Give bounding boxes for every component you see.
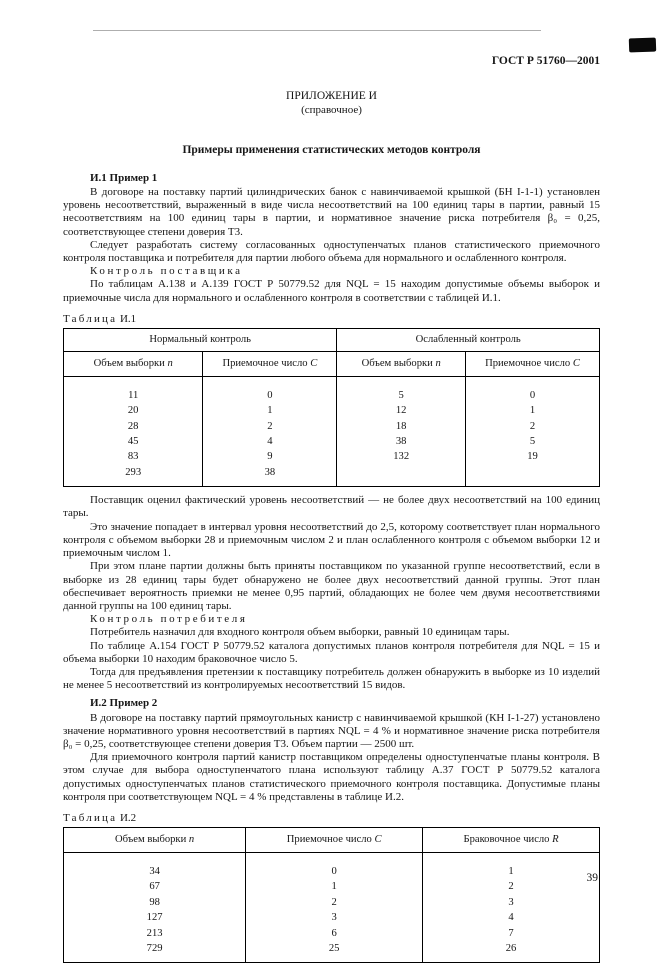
table-cell: 1: [246, 879, 423, 894]
table-row: [64, 879, 600, 894]
spacer: [63, 487, 600, 494]
table-row: [64, 328, 600, 351]
page-number: 39: [586, 872, 598, 884]
table-cell: 0: [203, 376, 337, 403]
table-cell: 5: [465, 434, 599, 449]
table-row: [64, 941, 600, 963]
table-cell: 26: [423, 941, 600, 963]
table-row: [64, 465, 600, 487]
paragraph: Потребитель назначил для входного контроля объем выборки, равный 10 единицам тары.: [90, 626, 510, 639]
table-cell: 9: [203, 449, 337, 464]
table-cell: 132: [337, 449, 466, 464]
paragraph: По таблице А.154 ГОСТ Р 50779.52 каталога допустимых планов контроля потребителя для NQL = 15 и объема выборки 10 находим браковочное число 5.: [63, 639, 600, 665]
table-cell: 127: [64, 910, 246, 925]
table1-label-word: Таблица: [63, 312, 118, 325]
table-cell: 11: [64, 376, 203, 403]
table-cell: 4: [203, 434, 337, 449]
table-col-header: [64, 827, 246, 852]
table-i1: [63, 328, 600, 487]
scan-artifact-line: [93, 30, 541, 31]
table1-label-number: И.1: [119, 312, 137, 325]
col-header-var: n: [167, 358, 173, 370]
paragraph: В договоре на поставку партий прямоугольных канистр с навинчиваемой крышкой (КН I-1-27) установлено значение нормативного уровня несоответствий в партиях NQL = 4 % и нормативное значение риска потребителя β₀ = 0,25, соответствующее степени доверия Т3. Объем партии — 2500 шт.: [63, 711, 600, 750]
table-col-header: [64, 351, 203, 376]
table-cell: 0: [465, 376, 599, 403]
table-cell: 729: [64, 941, 246, 963]
table-row: [64, 895, 600, 910]
table-cell: 2: [465, 419, 599, 434]
table-cell: 20: [64, 403, 203, 418]
table-cell: 0: [246, 852, 423, 879]
table-cell: 2: [423, 879, 600, 894]
col-header-var: R: [552, 834, 559, 846]
table-cell: 5: [337, 376, 466, 403]
table-col-header: [337, 351, 466, 376]
table-cell: 98: [64, 895, 246, 910]
table-cell: 7: [423, 926, 600, 941]
table2-label-number: И.2: [119, 811, 137, 824]
appendix-title: ПРИЛОЖЕНИЕ И: [286, 90, 377, 103]
col-header-var: С: [572, 358, 580, 370]
table-row: [64, 434, 600, 449]
table-cell: 83: [64, 449, 203, 464]
page-title: Примеры применения статистических методов контроля: [182, 143, 481, 156]
table-col-header: [203, 351, 337, 376]
table-row: [64, 827, 600, 852]
col-header-label: Браковочное число: [463, 834, 550, 846]
consumer-control-heading: Контроль потребителя: [90, 613, 248, 626]
col-header-label: Приемочное число: [286, 834, 372, 846]
paragraph: По таблицам А.138 и А.139 ГОСТ Р 50779.52 для NQL = 15 находим допустимые объемы выборок и приемочные числа для нормального и ослабленного контроля в соответствии с таблицей И.1.: [63, 278, 600, 304]
paragraph: Для приемочного контроля партий канистр поставщиком определены одноступенчатые планы контроля. В этом случае для выбора одноступенчатого плана используют таблицу А.37 ГОСТ Р 50779.52 каталога допустимых одноступенчатых планов статистического приемочного контроля поставщика. Допустимые планы контроля при соответствующем NQL = 4 % представлены в таблице И.2.: [63, 751, 600, 803]
table-cell: 1: [203, 403, 337, 418]
col-header-var: n: [435, 358, 441, 370]
table-row: [64, 419, 600, 434]
table-cell: 19: [465, 449, 599, 464]
appendix-subtitle: (справочное): [301, 104, 362, 117]
table2-label: [63, 812, 600, 824]
paragraph: В договоре на поставку партий цилиндрических банок с навинчиваемой крышкой (БН I-1-1) установлен уровень несоответствий, выраженный в виде числа несоответствий на 100 единиц тары в партии, равный 15 несоответствиям на 100 единиц тары в партии, и нормативное значение риска потребителя β₀ = 0,25, соответствующее степени доверия Т3.: [63, 186, 600, 238]
table-cell: 213: [64, 926, 246, 941]
table-row: [64, 351, 600, 376]
table-cell: 28: [64, 419, 203, 434]
table-group-header: Нормальный контроль: [64, 328, 337, 351]
col-header-label: Объем выборки: [115, 834, 187, 846]
table-row: [64, 926, 600, 941]
table-cell: 2: [246, 895, 423, 910]
table-cell: 67: [64, 879, 246, 894]
scan-artifact-mark: [629, 38, 656, 53]
paragraph: При этом плане партии должны быть приняты поставщиком по указанной группе несоответствий, если в выборке из 28 единиц тары будет обнаружено не более двух несоответствий данной группы. Этот план обеспечивает вероятность приемки не менее 0,95 партий, обладающих не более чем двумя несоответствиями данной группы на 100 единиц тары.: [63, 560, 600, 612]
table-row: [64, 403, 600, 418]
table-cell: 2: [203, 419, 337, 434]
table-row: [64, 449, 600, 464]
table-cell: 12: [337, 403, 466, 418]
col-header-var: С: [374, 834, 382, 846]
table-cell: 1: [465, 403, 599, 418]
table1-label: [63, 313, 600, 325]
table-cell: 4: [423, 910, 600, 925]
doc-code: ГОСТ Р 51760—2001: [491, 55, 600, 67]
col-header-var: n: [188, 834, 195, 846]
table-cell: 3: [246, 910, 423, 925]
example1-heading: И.1 Пример 1: [90, 171, 158, 184]
table-cell: 18: [337, 419, 466, 434]
table-cell: [465, 465, 599, 487]
paragraph: Следует разработать систему согласованных одноступенчатых планов статистического приемочного контроля поставщика и потребителя для партии любого объема для нормального и ослабленного контроля.: [63, 238, 600, 265]
table-i2: [63, 827, 600, 963]
paragraph: Это значение попадает в интервал уровня несоответствий до 2,5, которому соответствует план нормального контроля с объемом выборки 28 и приемочным числом 2 и план ослабленного контроля с объемом выборки 12 и приемочным числом 1.: [63, 520, 600, 560]
table2-label-word: Таблица: [63, 811, 118, 824]
table-cell: 3: [423, 895, 600, 910]
table-cell: 38: [203, 465, 337, 487]
table-col-header: [465, 351, 599, 376]
table-cell: 38: [337, 434, 466, 449]
col-header-label: Приемочное число: [485, 358, 571, 370]
col-header-label: Объем выборки: [93, 358, 165, 370]
supplier-control-heading: Контроль поставщика: [90, 265, 243, 278]
table-col-header: [423, 827, 600, 852]
table-cell: 34: [64, 852, 246, 879]
table-row: [64, 910, 600, 925]
col-header-label: Объем выборки: [361, 358, 433, 370]
table-cell: 25: [246, 941, 423, 963]
table-cell: 293: [64, 465, 203, 487]
paragraph: Тогда для предъявления претензии к поставщику потребитель должен обнаружить в выборке из 10 изделий не менее 5 несоответствий из контролируемых несоответствий 15 видов.: [63, 665, 600, 692]
paragraph: Поставщик оценил фактический уровень несоответствий — не более двух несоответствий на 100 единиц тары.: [63, 494, 600, 520]
table-group-header: Ослабленный контроль: [337, 328, 600, 351]
table-col-header: [246, 827, 423, 852]
table-cell: 6: [246, 926, 423, 941]
col-header-var: С: [310, 358, 318, 370]
table-cell: 45: [64, 434, 203, 449]
table-cell: 1: [423, 852, 600, 879]
col-header-label: Приемочное число: [222, 358, 308, 370]
table-cell: [337, 465, 466, 487]
table-row: [64, 852, 600, 879]
example2-heading: И.2 Пример 2: [90, 697, 158, 710]
table-row: [64, 376, 600, 403]
